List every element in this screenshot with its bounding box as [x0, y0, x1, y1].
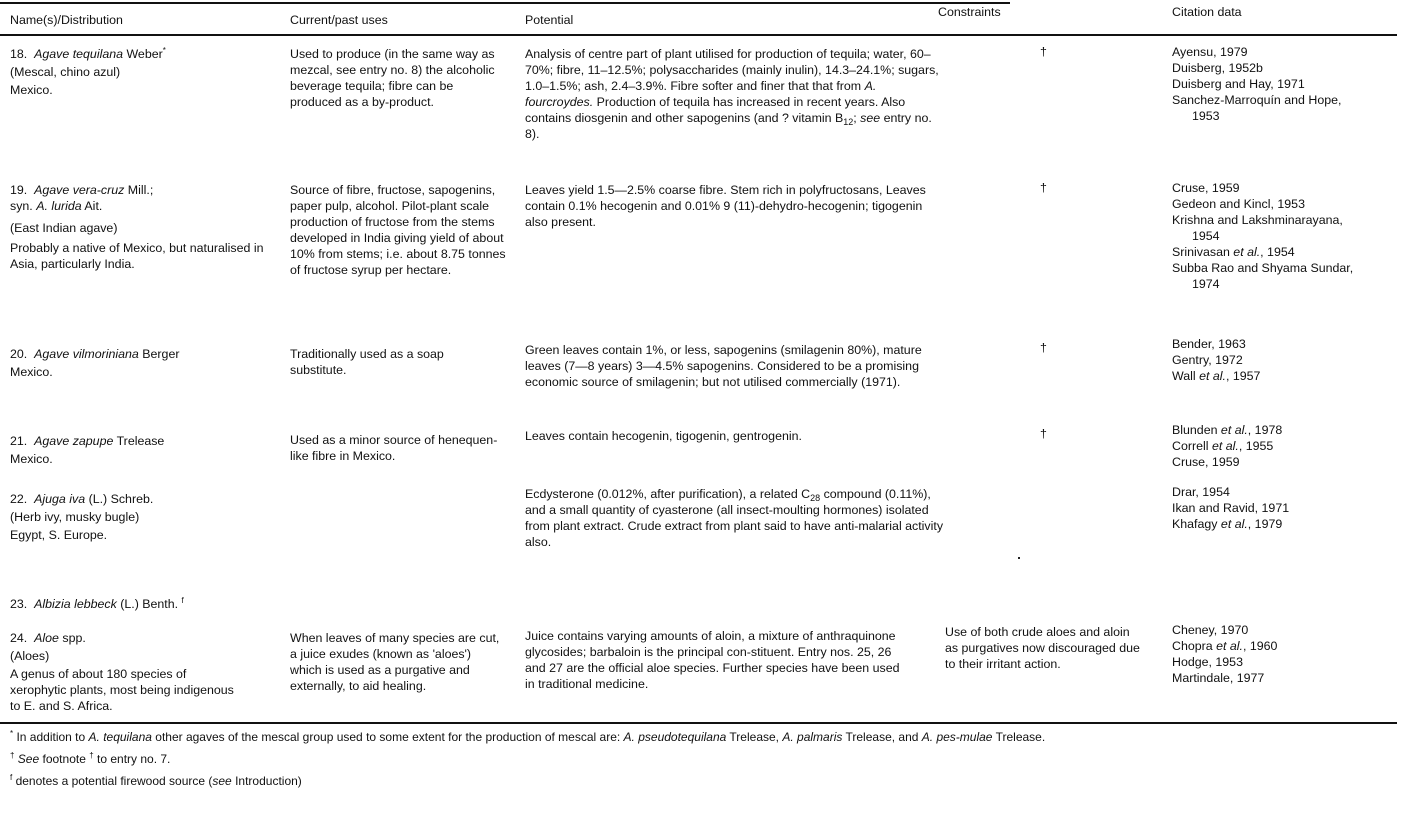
distribution: Probably a native of Mexico, but naturalised in Asia, particularly India.: [10, 241, 264, 271]
entry-name-cell: [10, 433, 280, 469]
species-author: Trelease: [116, 434, 165, 448]
citation: Krishna and Lakshminarayana,: [1172, 213, 1343, 227]
entry-title: [10, 596, 280, 612]
uses-cell: Traditionally used as a soap substitute.: [290, 347, 444, 377]
entry-title: [10, 433, 280, 449]
citation: Duisberg, 1952b: [1172, 61, 1263, 75]
distribution: Mexico.: [10, 452, 53, 466]
species-name: Ajuga iva: [34, 492, 86, 506]
entry-title: [10, 182, 280, 198]
potential-text: Analysis of centre part of plant utilised for production of tequila; water, 60–70%; fibre, 11–12.5%; polysaccharides (mainly inulin), 14.3–24.1%; sugars, 1.0–1.5%; ash, 2.4–3.9%. Fibre softer and finer that that from A. fourcroydes. Production of tequila has increased in recent years. Also contains diosgenin and other sapogenins (and ? vitamin $B_{12}$; see entry no. 8).: [525, 47, 939, 141]
species-name: Agave tequilana: [34, 47, 123, 61]
distribution: A genus of about 180 species of xerophytic plants, most being indigenous to E. and S. Africa.: [10, 667, 234, 713]
citation: Duisberg and Hay, 1971: [1172, 77, 1305, 91]
footnote-mark: *: [10, 729, 14, 738]
entry-number: 23.: [10, 597, 28, 611]
constraints-dagger: †: [1040, 181, 1047, 195]
distribution: Mexico.: [10, 83, 53, 97]
common-name: (Mescal, chino azul): [10, 65, 121, 79]
common-name: (East Indian agave): [10, 221, 118, 235]
common-name: (Herb ivy, musky bugle): [10, 510, 140, 524]
citation: Gentry, 1972: [1172, 353, 1243, 367]
footnote-text: footnote: [42, 752, 86, 766]
footnote-asterisk: [10, 729, 1390, 751]
potential-cell: Leaves contain hecogenin, tigogenin, gentrogenin.: [525, 429, 802, 443]
entry-name-cell: [10, 346, 280, 382]
header-uses: Current/past uses: [290, 13, 388, 27]
constraints-dagger: †: [1040, 45, 1047, 59]
citations-cell: [1172, 622, 1400, 686]
footer-rule: [0, 722, 1397, 724]
entry-number: 21.: [10, 434, 28, 448]
footnote-italic: see: [212, 774, 232, 788]
entry-title: [10, 630, 280, 646]
header-constraints: Constraints: [938, 5, 1001, 19]
potential-cell: [525, 486, 945, 550]
citation: Blunden et al., 1978: [1172, 423, 1283, 437]
species-name: Agave vilmoriniana: [34, 347, 139, 361]
constraints-cell: Use of both crude aloes and aloin as purgatives now discouraged due to their irritant action.: [945, 625, 1140, 671]
firewood-mark: f: [181, 596, 184, 605]
species-author: Weber: [126, 47, 163, 61]
entry-number: 20.: [10, 347, 28, 361]
footnote-mark: †: [10, 751, 15, 760]
species-author: Berger: [142, 347, 180, 361]
species-name: Agave vera-cruz: [34, 183, 125, 197]
footnote-text: Trelease,: [729, 730, 779, 744]
footnote-firewood: [10, 773, 1390, 795]
citation: Cruse, 1959: [1172, 181, 1240, 195]
entry-number: 22.: [10, 492, 28, 506]
potential-cell: Leaves yield 1.5—2.5% coarse fibre. Stem rich in polyfructosans, Leaves contain 0.1% hecogenin and 0.01% 9 (11)-dehydro-hecogenin; tigogenin also present.: [525, 183, 926, 229]
citations-cell: [1172, 44, 1400, 124]
citation: Cheney, 1970: [1172, 623, 1249, 637]
footnote-text: to entry no. 7.: [97, 752, 171, 766]
uses-cell: When leaves of many species are cut, a juice exudes (known as 'aloes') which is used as a purgative and externally, to aid healing.: [290, 631, 500, 693]
footnote-dagger: [10, 751, 1390, 773]
entry-name-cell: [10, 182, 280, 272]
citation: Chopra et al., 1960: [1172, 639, 1278, 653]
citation: Hodge, 1953: [1172, 655, 1243, 669]
species-author: Mill.;: [127, 183, 154, 197]
synonym-author: Ait.: [84, 199, 103, 213]
potential-cell: Juice contains varying amounts of aloin, a mixture of anthraquinone glycosides; barbaloin is the principal con-stituent. Entry nos. 25, 26 and 27 are the official aloe species. Further species have been used in traditional medicine.: [525, 629, 900, 691]
footnote-text: Trelease, and: [845, 730, 919, 744]
footnotes: [10, 729, 1390, 795]
entry-title: [10, 346, 280, 362]
species-author: (L.) Benth.: [120, 597, 179, 611]
citation: 1954: [1192, 229, 1220, 243]
synonym: [10, 198, 280, 214]
footnote-text: other agaves of the mescal group used to some extent for the production of mescal are:: [155, 730, 621, 744]
citations-cell: [1172, 484, 1400, 532]
potential-text: Ecdysterone (0.012%, after purification), a related $C_{28}$ compound (0.11%), and a small quantity of cyasterone (all insect-moulting hormones) isolated from plant extract. Crude extract from plant said to have anti-malarial activity also.: [525, 487, 944, 549]
header-name: Name(s)/Distribution: [10, 13, 123, 27]
entry-name-cell: [10, 596, 280, 614]
distribution: Egypt, S. Europe.: [10, 528, 108, 542]
footnote-italic: A. tequilana: [88, 730, 152, 744]
species-name: Agave zapupe: [34, 434, 114, 448]
citations-cell: [1172, 422, 1400, 470]
citation: Cruse, 1959: [1172, 455, 1240, 469]
species-name: Aloe: [34, 631, 59, 645]
entry-number: 18.: [10, 47, 28, 61]
footnote-text: denotes a potential firewood source (: [15, 774, 213, 788]
entry-name-cell: [10, 630, 280, 714]
entry-name-cell: [10, 46, 280, 100]
header-potential: Potential: [525, 13, 574, 27]
citations-cell: [1172, 336, 1400, 384]
common-name: (Aloes): [10, 649, 50, 663]
synonym-name: A. lurida: [36, 199, 82, 213]
citation: Bender, 1963: [1172, 337, 1246, 351]
uses-cell: Source of fibre, fructose, sapogenins, paper pulp, alcohol. Pilot-plant scale production of fructose from the stems developed in India giving yield of about 10% from stems; i.e. about 8.75 tonnes of fructose syrup per hectare.: [290, 183, 506, 277]
species-name: Albizia lebbeck: [34, 597, 117, 611]
uses-cell: Used as a minor source of henequen-like fibre in Mexico.: [290, 433, 498, 463]
scan-speck: [1018, 557, 1020, 559]
entry-title: [10, 491, 280, 507]
citation: 1953: [1192, 109, 1220, 123]
header-citation: Citation data: [1172, 5, 1242, 19]
footnote-italic: See: [17, 752, 40, 766]
citation: Gedeon and Kincl, 1953: [1172, 197, 1305, 211]
footnote-text: In addition to: [16, 730, 86, 744]
entry-number: 24.: [10, 631, 28, 645]
uses-cell: Used to produce (in the same way as mezcal, see entry no. 8) the alcoholic beverage tequila; fibre can be produced as a by-product.: [290, 47, 495, 109]
footnote-mark: *: [162, 46, 166, 55]
synonym-prefix: syn.: [10, 199, 33, 213]
citation: Wall et al., 1957: [1172, 369, 1261, 383]
citation: Martindale, 1977: [1172, 671, 1265, 685]
entry-title: [10, 46, 280, 62]
footnote-mark: f: [10, 773, 13, 782]
citation: Sanchez-Marroquín and Hope,: [1172, 93, 1342, 107]
citation: 1974: [1192, 277, 1220, 291]
constraints-dagger: †: [1040, 427, 1047, 441]
top-rule: [0, 2, 1010, 4]
citation: Srinivasan et al., 1954: [1172, 245, 1295, 259]
citation: Khafagy et al., 1979: [1172, 517, 1283, 531]
footnote-italic: A. palmaris: [782, 730, 843, 744]
entry-number: 19.: [10, 183, 28, 197]
distribution: Mexico.: [10, 365, 53, 379]
citation: Ikan and Ravid, 1971: [1172, 501, 1290, 515]
footnote-italic: A. pseudotequilana: [623, 730, 727, 744]
citations-cell: [1172, 180, 1400, 292]
footnote-mark: †: [89, 751, 94, 760]
citation: Drar, 1954: [1172, 485, 1230, 499]
citation: Subba Rao and Shyama Sundar,: [1172, 261, 1354, 275]
species-author: (L.) Schreb.: [88, 492, 154, 506]
potential-cell: [525, 46, 945, 142]
citation: Correll et al., 1955: [1172, 439, 1274, 453]
constraints-dagger: †: [1040, 341, 1047, 355]
footnote-text: Introduction): [235, 774, 302, 788]
species-author: spp.: [62, 631, 86, 645]
citation: Ayensu, 1979: [1172, 45, 1248, 59]
footnote-italic: A. pes-mulae: [921, 730, 993, 744]
header-rule: [0, 34, 1397, 36]
footnote-text: Trelease.: [995, 730, 1046, 744]
entry-name-cell: [10, 491, 280, 545]
potential-cell: Green leaves contain 1%, or less, sapogenins (smilagenin 80%), mature leaves (7—8 years) 3—4.5% sapogenins. Considered to be a promising economic source of smilagenin; but not utilised commercially (1971).: [525, 343, 922, 389]
